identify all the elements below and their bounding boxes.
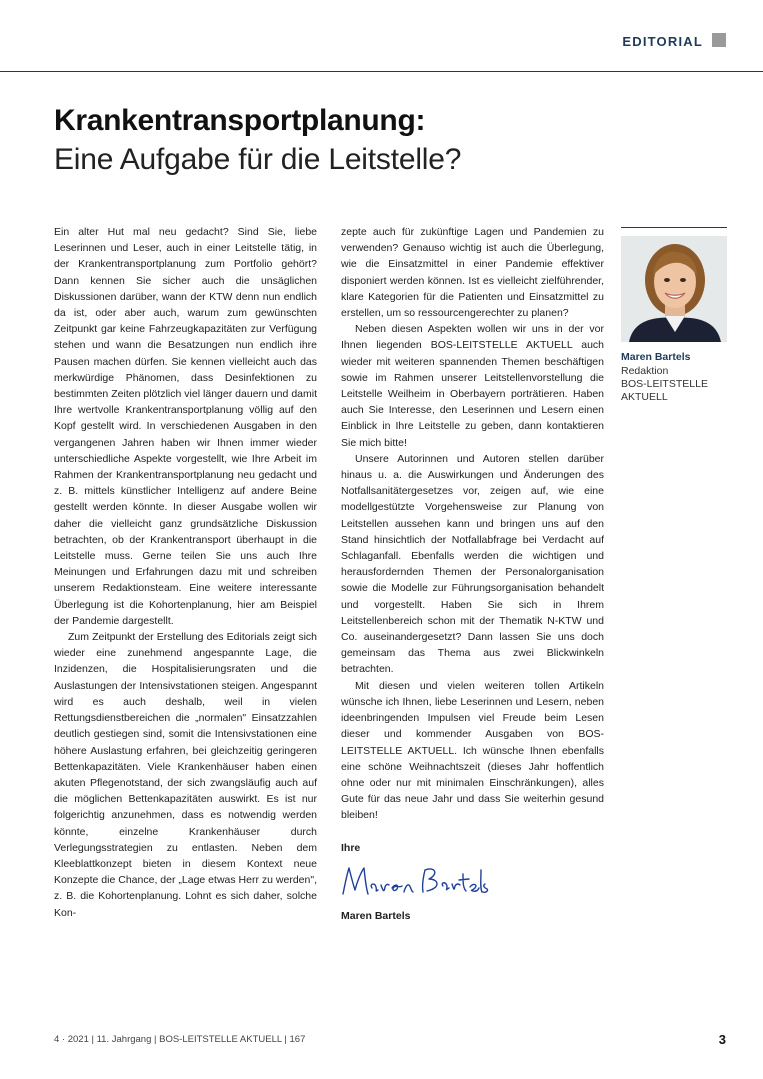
- page-number: 3: [718, 1032, 726, 1047]
- footer-issue-info: 4 · 2021 | 11. Jahrgang | BOS-LEITSTELLE AKTUELL | 167: [54, 1034, 306, 1045]
- title-main: Krankentransportplanung:: [54, 104, 426, 137]
- paragraph: Neben diesen Aspekten wollen wir uns in der vor Ihnen liegenden BOS-LEITSTELLE AKTUELL auch wieder mit weiteren spannenden Themen beschäftigen sowie im Rahmen unserer Leitstellenvorstellung die Leitstelle Weilheim in Oberbayern porträtieren. Haben auch Sie Interesse, den Leserinnen und Lesern einen Einblick in Ihre Leitstelle zu geben, dann kontaktieren Sie mich bitte!: [341, 323, 604, 449]
- column-2: [341, 224, 604, 924]
- handwritten-signature: [339, 860, 489, 902]
- signoff-name: Maren Bartels: [341, 909, 411, 922]
- section-marker: [712, 33, 726, 47]
- header-rule: [0, 71, 763, 72]
- section-label: EDITORIAL: [622, 34, 703, 49]
- author-portrait: [621, 236, 727, 342]
- paragraph: Mit diesen und vielen weiteren tollen Artikeln wünsche ich Ihnen, liebe Leserinnen und Lesern, neben ideenbringenden Impulsen viel Freude beim Lesen dieser und kommender Ausgaben von BOS-LEITSTELLE AKTUELL. Ich wünsche Ihnen ebenfalls eine schöne Weihnachtszeit (dieses Jahr hoffentlich ohne oder nur mit minimalen Einschränkungen), alles Gute für das neue Jahr und dass Sie weiterhin gesund bleiben!: [341, 679, 604, 822]
- signoff-greeting: Ihre: [341, 841, 361, 854]
- paragraph: Ein alter Hut mal neu gedacht? Sind Sie, liebe Leserinnen und Leser, auch in einer Leitstelle tätig, in der Krankentransportplanung zum Portfolio gehört? Dann kennen Sie sicher auch die unsäglichen Diskussionen darüber, wann der KTW denn nun endlich da ist, oder aber auch, warum zum gewünschten Zeitpunkt gar keine Fahrzeugkapazitäten zur Verfügung stehen und wann die Besatzungen nun endlich ihre Pausen machen dürfen. Sie kennen vielleicht auch das merkwürdige Phänomen, dass Desinfektionen zu bestimmten Zeiten plötzlich viel länger dauern und damit Ihre wertvolle Krankentransportplanung völlig auf den Kopf gestellt wird. In verschiedenen Ausgaben in den vergangenen Jahren haben wir Ihnen immer wieder unterschiedliche Aspekte vorgestellt, wie Ihre Arbeit im Rahmen der Krankentransportplanung neu gedacht und z. B. mittels künstlicher Intelligenz auf andere Beine gestellt werden könnte. In dieser Ausgabe wollen wir daher die vielleicht ganz grundsätzliche Diskussion betrachten, ob der Krankentransport überhaupt in die Leitstelle muss. Gerne teilen Sie uns auch Ihre Meinungen und Erfahrungen dazu mit und schreiben unserem Redaktionsteam. Eine weitere interessante Überlegung ist die Kohortenplanung, hier am Beispiel der Pandemie dargestellt.: [54, 226, 317, 627]
- title-sub: Eine Aufgabe für die Leitstelle?: [54, 143, 462, 176]
- column-1: [54, 224, 317, 921]
- paragraph: Unsere Autorinnen und Autoren stellen darüber hinaus u. a. die Auswirkungen und Änderungen des Notfallsanitätergesetzes vor, zeigen auf, wie eine modellgestützte Vorgehensweise zur Planung von Leitstellen aussehen kann und bringen uns auf den Stand hinsichtlich der Notfallabfrage bei Verdacht auf Schlaganfall. Ebenfalls werden die wichtigen und herausfordernden Themen der Personalorganisation sowie die Modelle zur Führungsorganisation behandelt und vorgestellt. Haben Sie sich in Ihrem Leitstellenbereich schon mit der Thematik N-KTW und Co. auseinandergesetzt? Dann lassen Sie uns doch gemeinsam das Thema aus zwei Blickwinkeln betrachten.: [341, 452, 604, 676]
- author-role: Redaktion: [621, 365, 669, 377]
- paragraph: zepte auch für zukünftige Lagen und Pandemien zu verwenden? Genauso wichtig ist auch die Überlegung, wie die Einsatzmittel in einer Pandemie effektiver disponiert werden können. Ist es vielleicht zielführender, klare Kategorien für die Patienten und Einsatzmittel zu erstellen, um so ressourcengerechter zu planen?: [341, 226, 604, 320]
- author-name: Maren Bartels: [621, 351, 691, 363]
- author-publication: BOS-LEITSTELLE AKTUELL: [621, 378, 708, 403]
- aside-rule: [621, 227, 727, 228]
- paragraph: Zum Zeitpunkt der Erstellung des Editorials zeigt sich wieder eine zunehmend angespannte Lage, die Inzidenzen, die Hospitalisierungsraten und die Auslastungen der Intensivstationen steigen. Angespannt wird es auch deshalb, weil in vielen Rettungsdienstbereichen die „normalen" Einsatzzahlen deutlich gestiegen sind, somit die Intensivstationen eine höhere Auslastung erfahren, bei gleichzeitig geringeren Bettenkapazitäten. Viele Krankenhäuser haben einen akuten Pflegenotstand, der sich zwangsläufig auch auf die möglichen Bettenkapazitäten auswirkt. Es ist nur folgerichtig anzunehmen, dass es notwendig werden könnte, einzelne Krankenhäuser durch Verlegungsstrategien zu entlasten. Neben dem Kleeblattkonzept bieten in diesem Kontext neue Konzepte die Chance, der „Lage etwas Herr zu werden", z. B. die Kohortenplanung. Lohnt es sich daher, solche Kon-: [54, 631, 317, 919]
